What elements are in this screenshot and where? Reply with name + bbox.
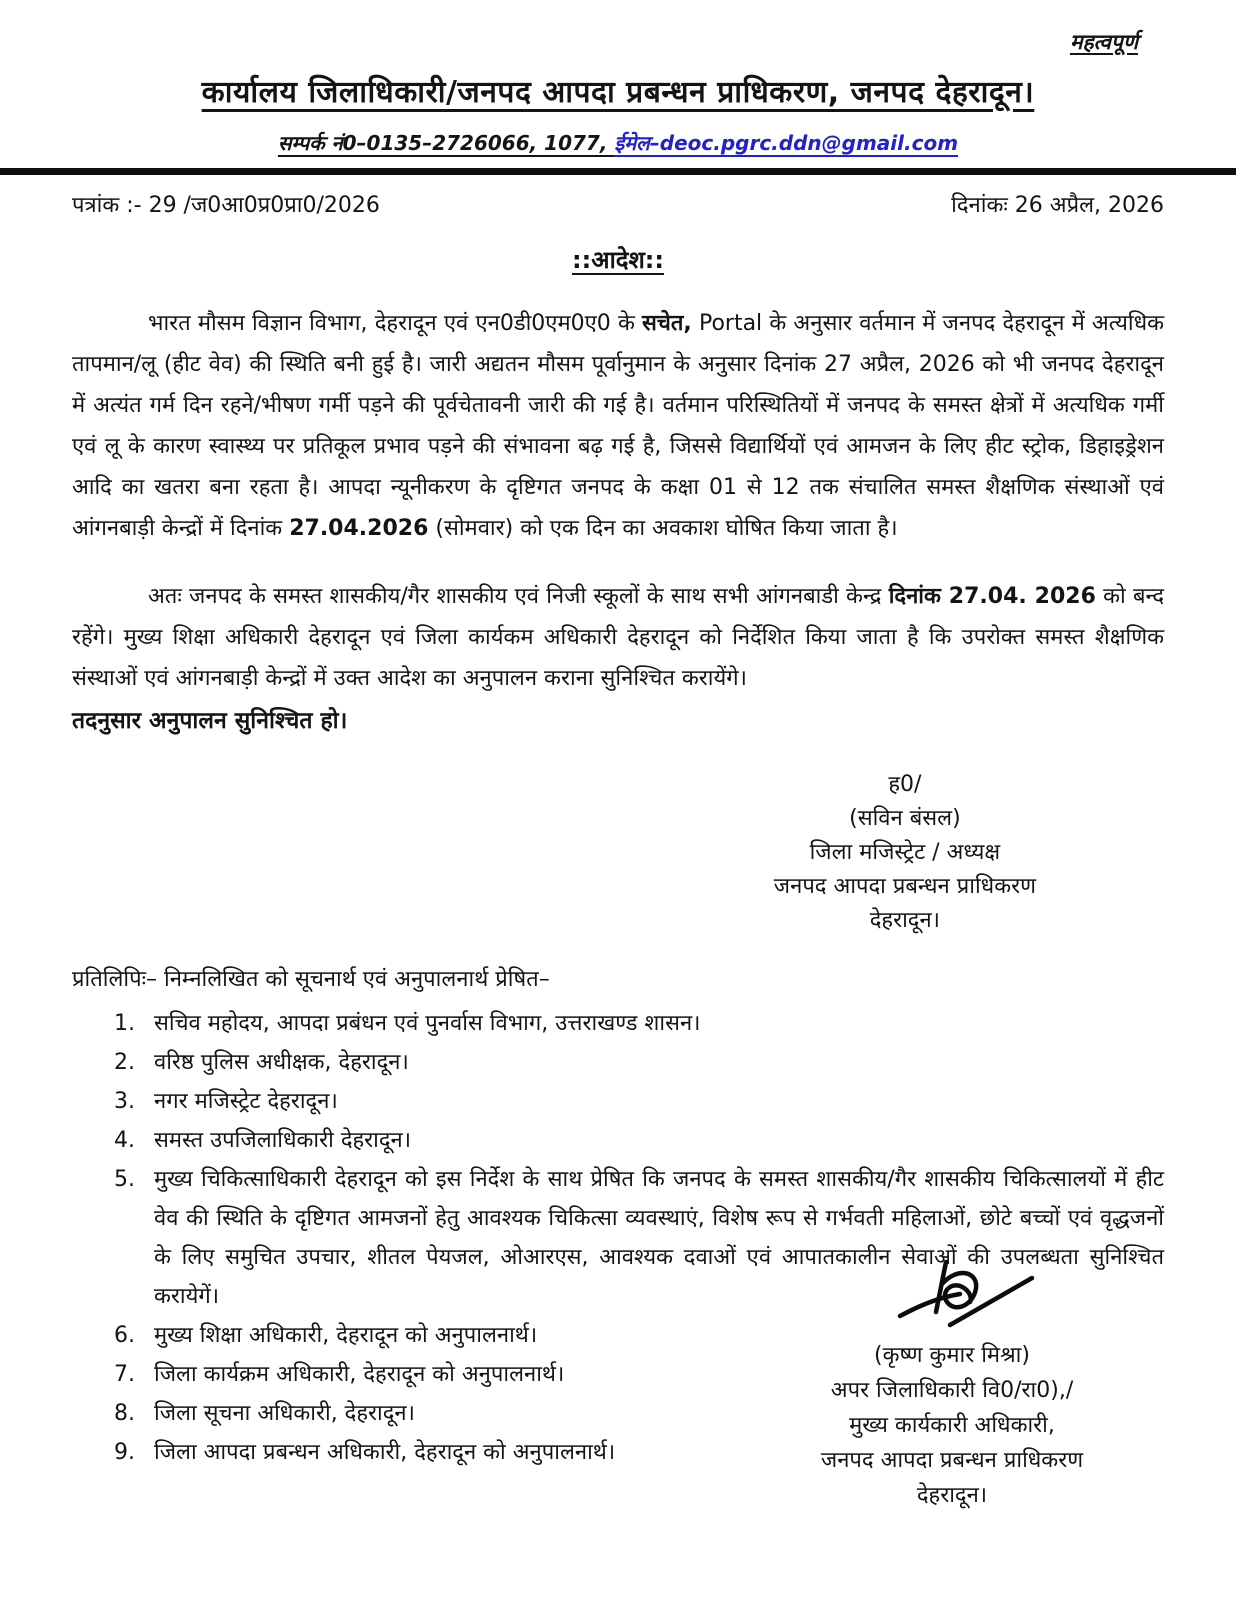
order-heading-text: ::आदेश:: bbox=[572, 246, 664, 274]
reference-row bbox=[72, 189, 1164, 219]
ceo-name: (कृष्ण कुमार मिश्रा) bbox=[874, 1343, 1030, 1368]
signatory-block-ceo bbox=[772, 1232, 1132, 1513]
item-text: जिला सूचना अधिकारी, देहरादून। bbox=[154, 1401, 415, 1426]
signatory-block-dm bbox=[774, 768, 1036, 938]
para1-bold-sachet: सचेत, bbox=[642, 311, 692, 336]
list-item bbox=[114, 1004, 1164, 1043]
importance-tag bbox=[72, 0, 1164, 56]
list-item bbox=[114, 1082, 1164, 1121]
para2-text: अतः जनपद के समस्त शासकीय/गैर शासकीय एवं निजी स्कूलों के साथ सभी आंगनबाडी केन्द्र bbox=[148, 584, 889, 609]
item-text: मुख्य शिक्षा अधिकारी, देहरादून को अनुपालनार्थ। bbox=[154, 1323, 538, 1348]
item-number: 2. bbox=[114, 1050, 135, 1075]
handwritten-signature-icon bbox=[862, 1232, 1042, 1332]
dm-designation-2: जनपद आपदा प्रबन्धन प्राधिकरण bbox=[773, 874, 1036, 899]
item-text: समस्त उपजिलाधिकारी देहरादून। bbox=[154, 1128, 412, 1153]
item-number: 6. bbox=[114, 1323, 135, 1348]
ceo-designation-1: अपर जिलाधिकारी वि0/रा0),/ bbox=[830, 1378, 1074, 1403]
paragraph-2 bbox=[72, 576, 1164, 699]
signed-abbrev: ह0/ bbox=[888, 772, 922, 797]
para1-text-3: (सोमवार) को एक दिन का अवकाश घोषित किया जाता है। bbox=[428, 516, 898, 541]
para1-text: भारत मौसम विज्ञान विभाग, देहरादून एवं एन0डी0एम0ए0 के bbox=[148, 311, 643, 336]
dm-place: देहरादून। bbox=[869, 908, 941, 933]
ceo-designation-3: जनपद आपदा प्रबन्धन प्राधिकरण bbox=[820, 1448, 1084, 1473]
list-item bbox=[114, 1043, 1164, 1082]
letter-date: दिनांकः 26 अप्रैल, 2026 bbox=[951, 193, 1164, 218]
contact-email: ईमेल–deoc.pgrc.ddn@gmail.com bbox=[614, 131, 959, 155]
item-number: 4. bbox=[114, 1128, 135, 1153]
para2-bold-date: दिनांक 27.04. 2026 bbox=[888, 584, 1096, 609]
item-text: वरिष्ठ पुलिस अधीक्षक, देहरादून। bbox=[154, 1050, 409, 1075]
item-number: 9. bbox=[114, 1440, 135, 1465]
item-text: नगर मजिस्ट्रेट देहरादून। bbox=[154, 1089, 338, 1114]
letter-number: पत्रांक :- 29 /ज0आ0प्र0प्रा0/2026 bbox=[72, 193, 380, 218]
para2-text-2: को बन्द रहेंगे। मुख्य शिक्षा अधिकारी देहरादून एवं जिला कार्यकम अधिकारी देहरादून को निर्देशित किया जाता है कि उपरोक्त समस्त शैक्षणिक संस्थाओं एवं आंगनबाड़ी केन्द्रों में उक्त आदेश का अनुपालन कराना सुनिश्चित करायेंगे। bbox=[72, 584, 1165, 691]
importance-tag-text: महत्वपूर्ण bbox=[1069, 30, 1138, 54]
paragraph-1 bbox=[72, 303, 1164, 549]
item-text: जिला आपदा प्रबन्धन अधिकारी, देहरादून को अनुपालनार्थ। bbox=[154, 1440, 616, 1465]
item-number: 5. bbox=[114, 1167, 135, 1192]
item-number: 3. bbox=[114, 1089, 135, 1114]
item-number: 8. bbox=[114, 1401, 135, 1426]
office-title: कार्यालय जिलाधिकारी/जनपद आपदा प्रबन्धन प्राधिकरण, जनपद देहरादून। bbox=[201, 75, 1035, 110]
para1-bold-date: 27.04.2026 bbox=[289, 516, 429, 541]
list-item bbox=[114, 1121, 1164, 1160]
item-text: जिला कार्यक्रम अधिकारी, देहरादून को अनुपालनार्थ। bbox=[154, 1362, 565, 1387]
closing-line: तदनुसार अनुपालन सुनिश्चित हो। bbox=[72, 708, 348, 734]
order-heading bbox=[72, 243, 1164, 276]
item-number: 7. bbox=[114, 1362, 135, 1387]
header-divider-rule bbox=[0, 168, 1236, 175]
item-number: 1. bbox=[114, 1011, 135, 1036]
contact-phone: सम्पर्क नं0–0135–2726066, 1077, bbox=[277, 131, 615, 155]
ceo-place: देहरादून। bbox=[916, 1483, 988, 1508]
dm-name: (सविन बंसल) bbox=[849, 806, 961, 831]
ceo-designation-2: मुख्य कार्यकारी अधिकारी, bbox=[849, 1413, 1055, 1438]
contact-line bbox=[72, 129, 1164, 156]
item-text: सचिव महोदय, आपदा प्रबंधन एवं पुनर्वास विभाग, उत्तराखण्ड शासन। bbox=[154, 1011, 701, 1036]
copy-heading: प्रतिलिपिः– निम्नलिखित को सूचनार्थ एवं अनुपालनार्थ प्रेषित– bbox=[72, 967, 550, 992]
item-text: मुख्य चिकित्साधिकारी देहरादून को इस निर्देश के साथ प्रेषित कि जनपद के समस्त शासकीय/गैर शासकीय चिकित्सालयों में हीट वेव की स्थिति के दृष्टिगत आमजनों हेतु आवश्यक चिकित्सा व्यवस्थाएं, विशेष रूप से गर्भवती महिलाओं, छोटे बच्चों एवं वृद्धजनों के लिए समुचित उपचार, शीतल पेयजल, ओआरएस, आवश्यक दवाओं एवं आपातकालीन सेवाओं की उपलब्धता सुनिश्चित करायेगें। bbox=[154, 1167, 1164, 1309]
dm-designation-1: जिला मजिस्ट्रेट / अध्यक्ष bbox=[809, 840, 1001, 865]
para1-text-2: Portal के अनुसार वर्तमान में जनपद देहरादून में अत्यधिक तापमान/लू (हीट वेव) की स्थिति बनी हुई है। जारी अद्यतन मौसम पूर्वानुमान के अनुसार दिनांक 27 अप्रैल, 2026 को भी जनपद देहरादून में अत्यंत गर्म दिन रहने/भीषण गर्मी पड़ने की पूर्वचेतावनी जारी की गई है। वर्तमान परिस्थितियों में जनपद के समस्त क्षेत्रों में अत्यधिक गर्मी एवं लू के कारण स्वास्थ्य पर प्रतिकूल प्रभाव पड़ने की संभावना बढ़ गई है, जिससे विद्यार्थियों एवं आमजन के लिए हीट स्ट्रोक, डिहाइड्रेशन आदि का खतरा बना रहता है। आपदा न्यूनीकरण के दृष्टिगत जनपद के कक्षा 01 से 12 तक संचालित समस्त शैक्षणिक संस्थाओं एवं आंगनबाड़ी केन्द्रों में दिनांक bbox=[72, 311, 1164, 541]
